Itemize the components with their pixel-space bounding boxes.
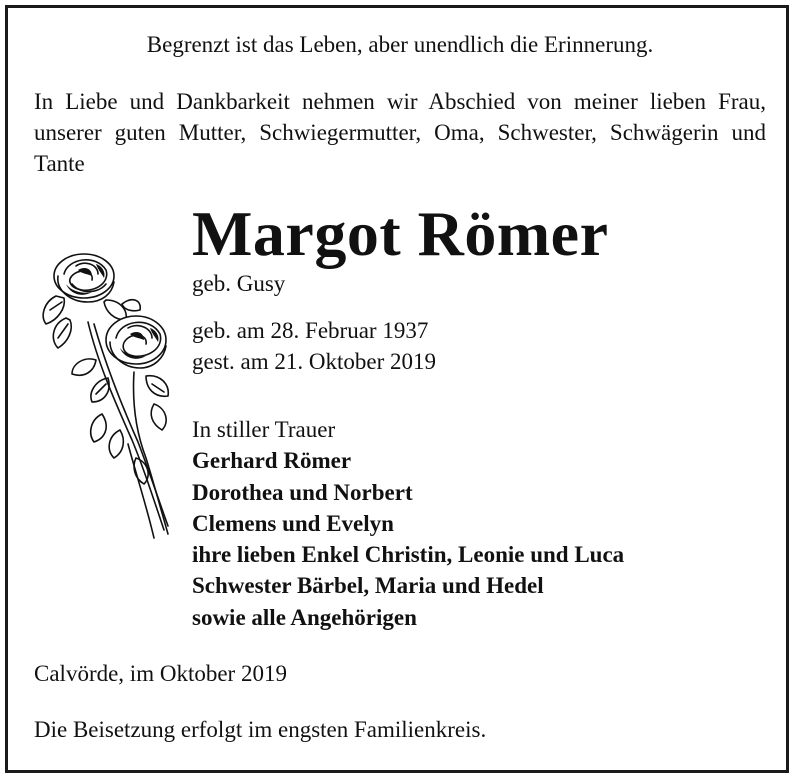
mourner-line: Dorothea und Norbert — [192, 479, 413, 505]
mourners-block — [192, 414, 624, 633]
mourner-line: Schwester Bärbel, Maria und Hedel — [192, 573, 544, 599]
mourner-line: Gerhard Römer — [192, 448, 352, 474]
birth-name: geb. Gusy — [192, 271, 286, 296]
mourner-line: sowie alle Angehörigen — [192, 604, 417, 630]
mourners-intro: In stiller Trauer — [192, 417, 336, 442]
birth-date: geb. am 28. Februar 1937 — [192, 318, 429, 343]
deceased-name: Margot Römer — [192, 198, 609, 269]
roses-illustration — [36, 244, 186, 544]
mourner-line: Clemens und Evelyn — [192, 510, 394, 536]
life-dates — [192, 315, 436, 377]
place-date: Calvörde, im Oktober 2019 — [34, 661, 287, 686]
death-date: gest. am 21. Oktober 2019 — [192, 349, 437, 374]
intro-text: In Liebe und Dankbarkeit nehmen wir Abschied von meiner lieben Frau, unserer guten Mutter, Schwiegermutter, Oma, Schwester, Schwägerin und Tante — [34, 89, 766, 176]
mourner-line: ihre lieben Enkel Christin, Leonie und Luca — [192, 542, 625, 568]
burial-note: Die Beisetzung erfolgt im engsten Familienkreis. — [34, 717, 487, 742]
motto: Begrenzt ist das Leben, aber unendlich die Erinnerung. — [146, 32, 654, 57]
